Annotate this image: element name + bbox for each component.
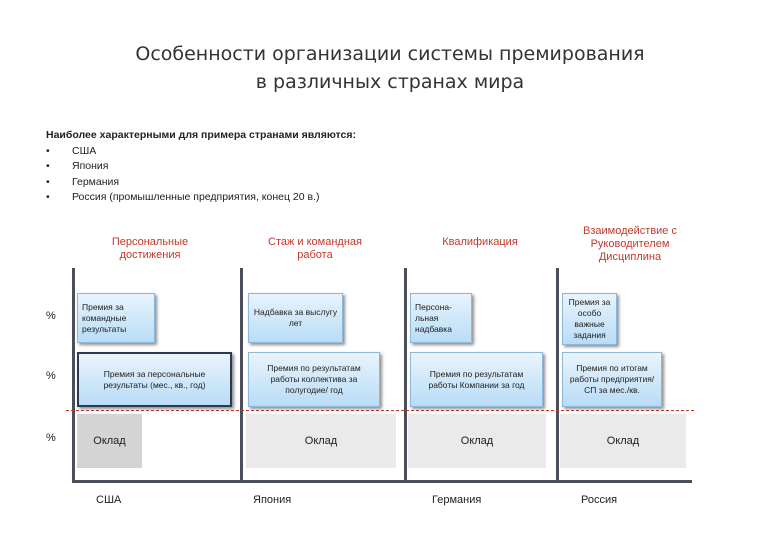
row-label-base: %	[46, 432, 56, 444]
axis-line-japan	[240, 268, 243, 480]
column-header-russia: Взаимодействие с Руководителем Дисциплина	[583, 225, 677, 263]
germany-company-bonus-box: Премия по результатам работы Компании за год	[410, 352, 543, 407]
axis-line-usa	[72, 268, 75, 480]
germany-personal-allowance-box: Персона-льная надбавка	[410, 293, 472, 343]
country-label-russia: Россия	[581, 494, 618, 506]
russia-base-salary-box: Оклад	[560, 414, 686, 468]
country-label-usa: США	[96, 494, 122, 506]
column-header-usa: Персональные достижения	[111, 236, 189, 261]
russia-enterprise-bonus-box: Премия по итогам работы предприятия/ СП за мес./кв.	[562, 352, 662, 407]
title-line-1: Особенности организации системы премирования	[135, 43, 645, 65]
intro-block	[46, 128, 356, 206]
intro-lead: Наиболее характерными для примера странами являются:	[46, 129, 357, 141]
usa-team-bonus-box: Премия за командные результаты	[77, 293, 155, 343]
germany-base-salary-box: Оклад	[408, 414, 546, 468]
country-label-germany: Германия	[432, 494, 482, 506]
usa-personal-bonus-box: Премия за персональные результаты (мес., кв., год)	[77, 352, 232, 407]
baseline-axis	[72, 480, 692, 483]
axis-line-russia	[556, 268, 559, 480]
list-item: • Германия	[46, 175, 356, 191]
usa-base-salary-box: Оклад	[77, 414, 142, 468]
country-list	[46, 144, 356, 206]
japan-team-bonus-box: Премия по результатам работы коллектива за полугодие/ год	[248, 352, 380, 407]
title-line-2: в различных странах мира	[255, 71, 525, 93]
list-item: • США	[46, 144, 356, 160]
row-label-mid: %	[46, 370, 56, 382]
japan-base-salary-box: Оклад	[246, 414, 396, 468]
country-label-japan: Япония	[253, 494, 292, 506]
japan-seniority-box: Надбавка за выслугу лет	[248, 293, 343, 343]
row-label-top: %	[46, 310, 56, 322]
column-header-germany: Квалификация	[442, 236, 518, 248]
russia-special-task-bonus-box: Премия за особо важные задания	[562, 293, 617, 345]
axis-line-germany	[404, 268, 407, 480]
base-salary-threshold	[66, 410, 694, 411]
list-item: • Япония	[46, 159, 356, 175]
list-item: • Россия (промышленные предприятия, конец 20 в.)	[46, 190, 356, 206]
column-header-japan: Стаж и командная работа	[268, 236, 362, 261]
page-title	[0, 40, 780, 96]
